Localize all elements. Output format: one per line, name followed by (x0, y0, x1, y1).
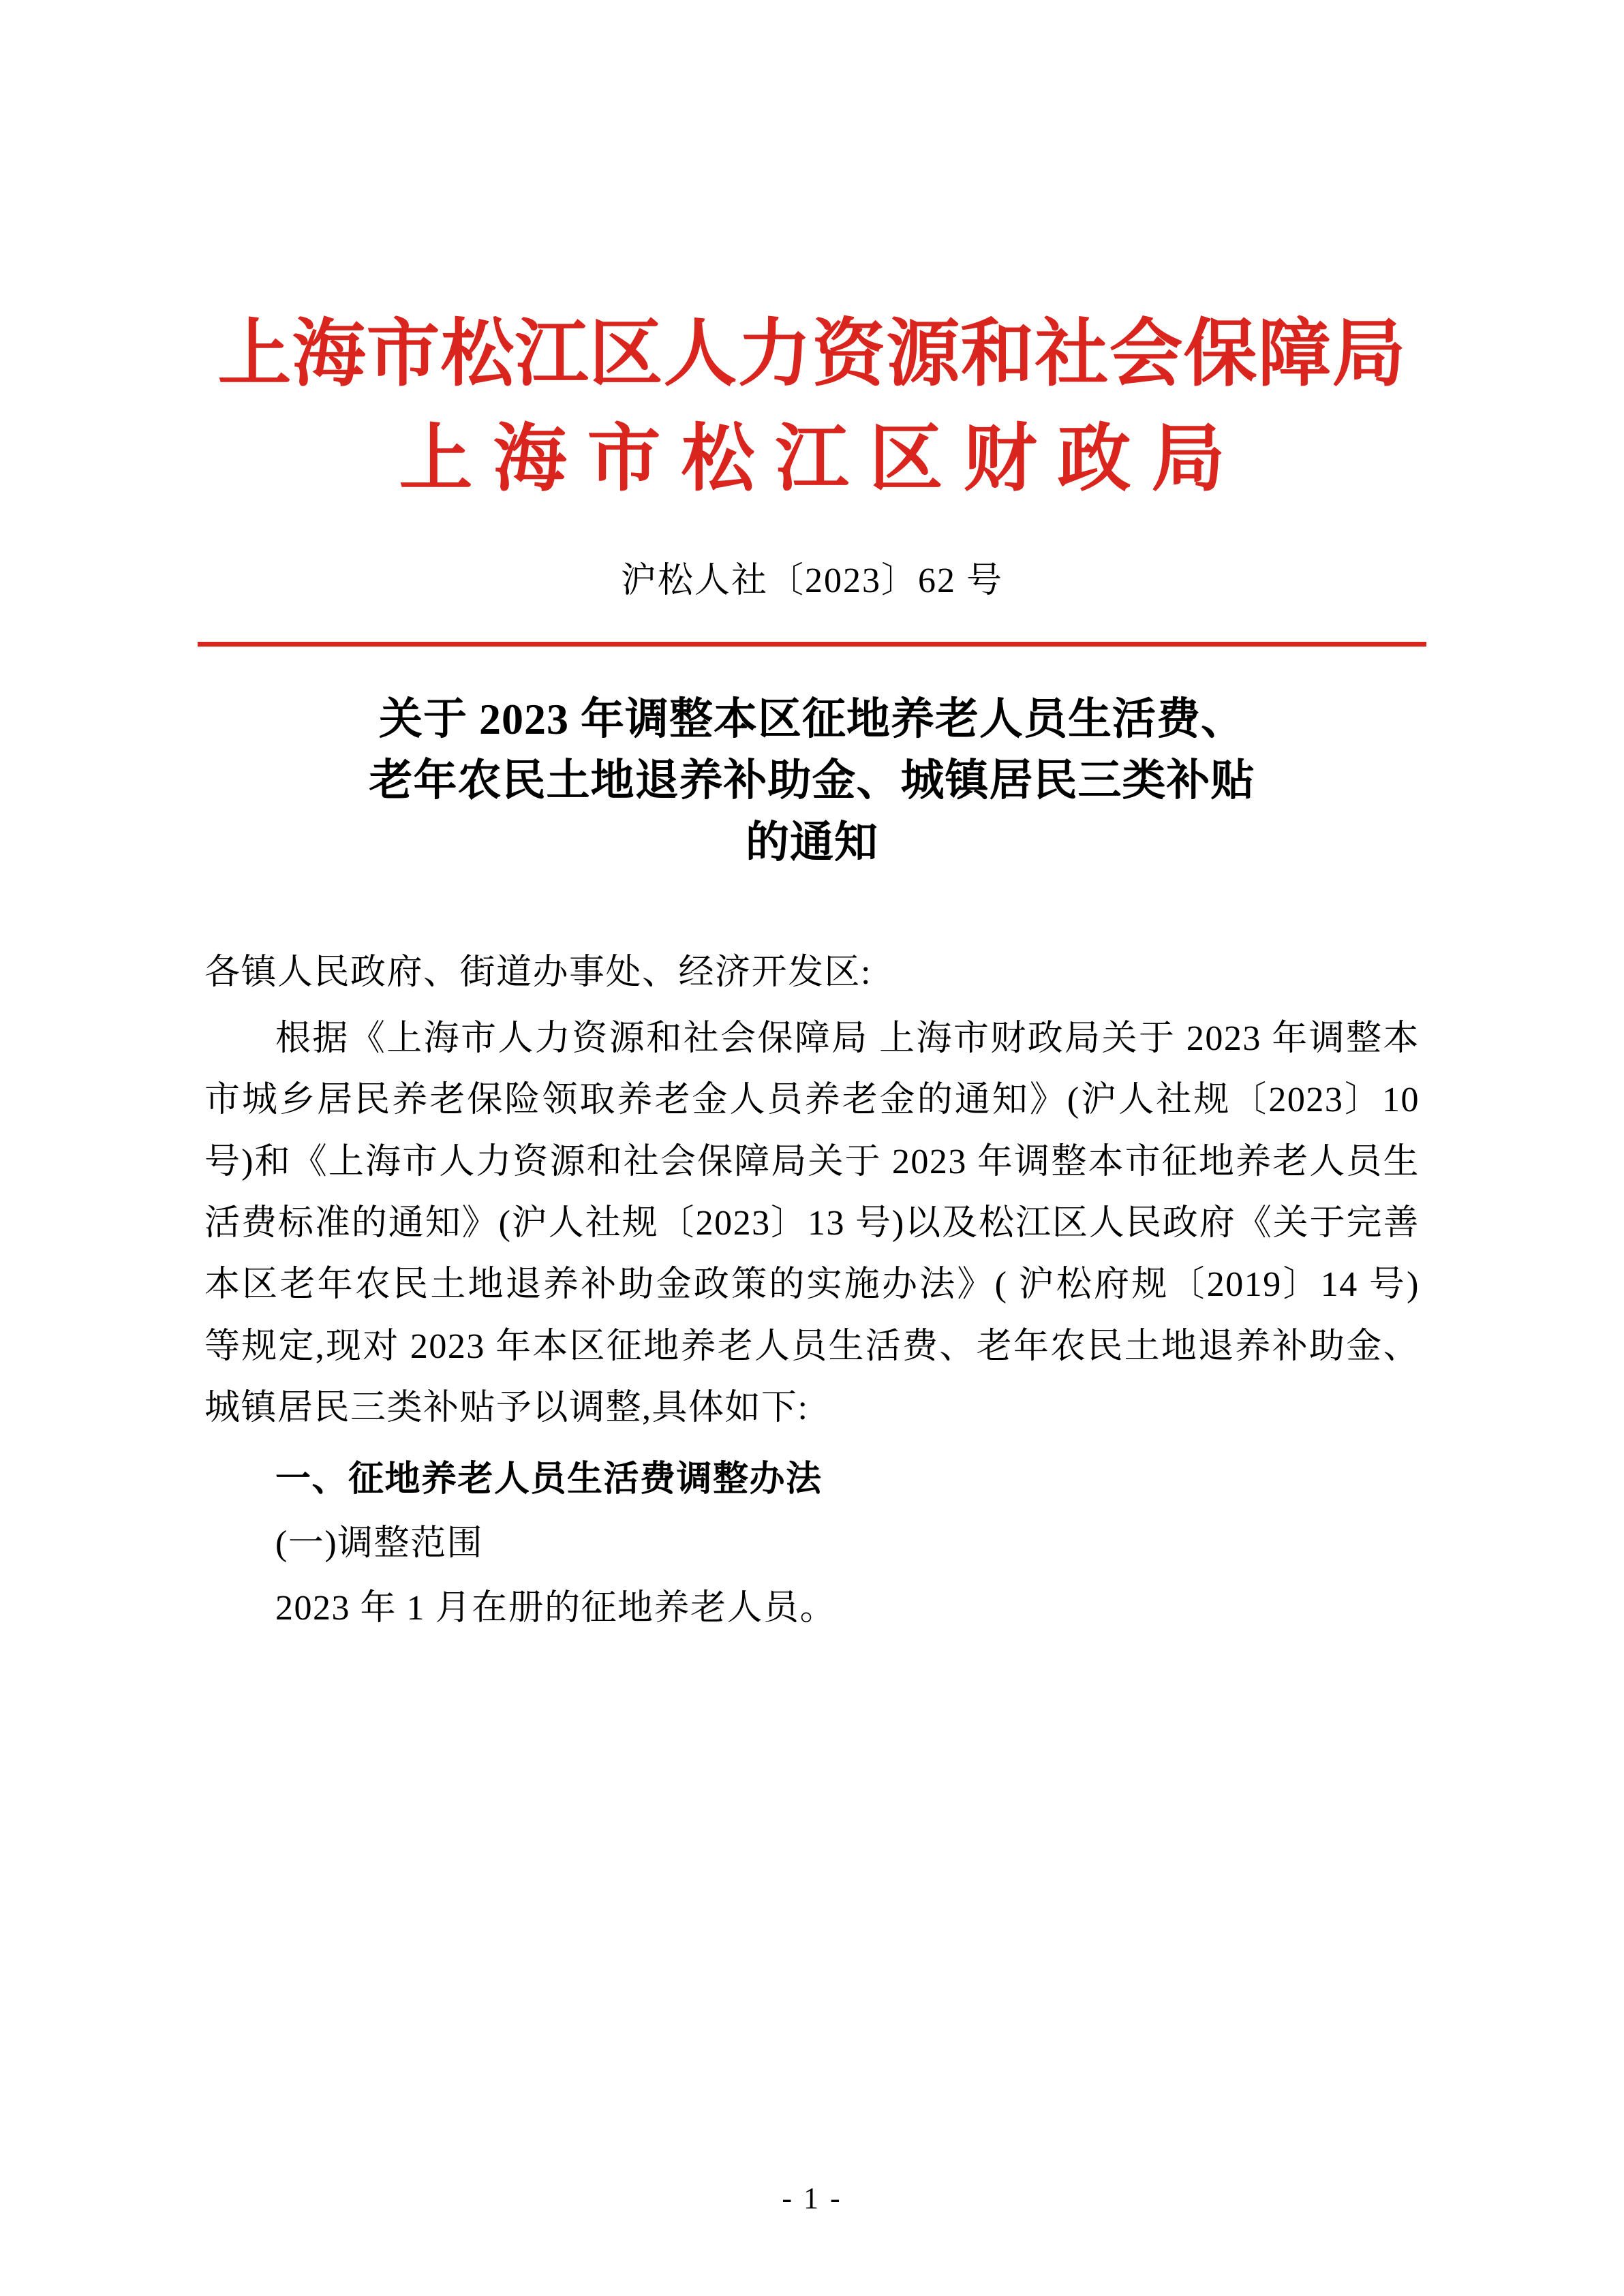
subsection-heading-1: (一)调整范围 (275, 1524, 484, 1564)
page-title-line-1: 关于 2023 年调整本区征地养老人员生活费、 (379, 694, 1245, 743)
letterhead (204, 0, 1420, 505)
section-heading-1: 一、征地养老人员生活费调整办法 (275, 1459, 823, 1499)
page-title (204, 689, 1420, 875)
body-paragraph-1: 根据《上海市人力资源和社会保障局 上海市财政局关于 2023 年调整本市城乡居民养老保险领取养老金人员养老金的通知》(沪人社规〔2023〕10 号)和《上海市人力资源和社会保障局关于 2023 年调整本市征地养老人员生活费标准的通知》(沪人社规〔2023〕13 号)以及松江区人民政府《关于完善本区老年农民土地退养补助金政策的实施办法》( 沪松府规〔2019〕14 号)等规定,现对 2023 年本区征地养老人员生活费、老年农民土地退养补助金、城镇居民三类补贴予以调整,具体如下: (204, 1019, 1420, 1428)
footer-page-number: - 1 - (782, 2182, 842, 2215)
document-body (204, 942, 1420, 1639)
addressee-line: 各镇人民政府、街道办事处、经济开发区: (204, 953, 872, 993)
red-separator-rule (198, 642, 1426, 647)
issuing-authority-line-2: 上海市松江区财政局 (399, 418, 1246, 500)
page-title-line-3: 的通知 (746, 818, 878, 867)
subsection-text-1: 2023 年 1 月在册的征地养老人员。 (275, 1588, 837, 1628)
page-title-line-2: 老年农民土地退养补助金、城镇居民三类补贴 (369, 756, 1255, 805)
issuing-authority-line-1: 上海市松江区人力资源和社会保障局 (217, 314, 1407, 395)
document-number: 沪松人社〔2023〕62 号 (620, 561, 1003, 600)
